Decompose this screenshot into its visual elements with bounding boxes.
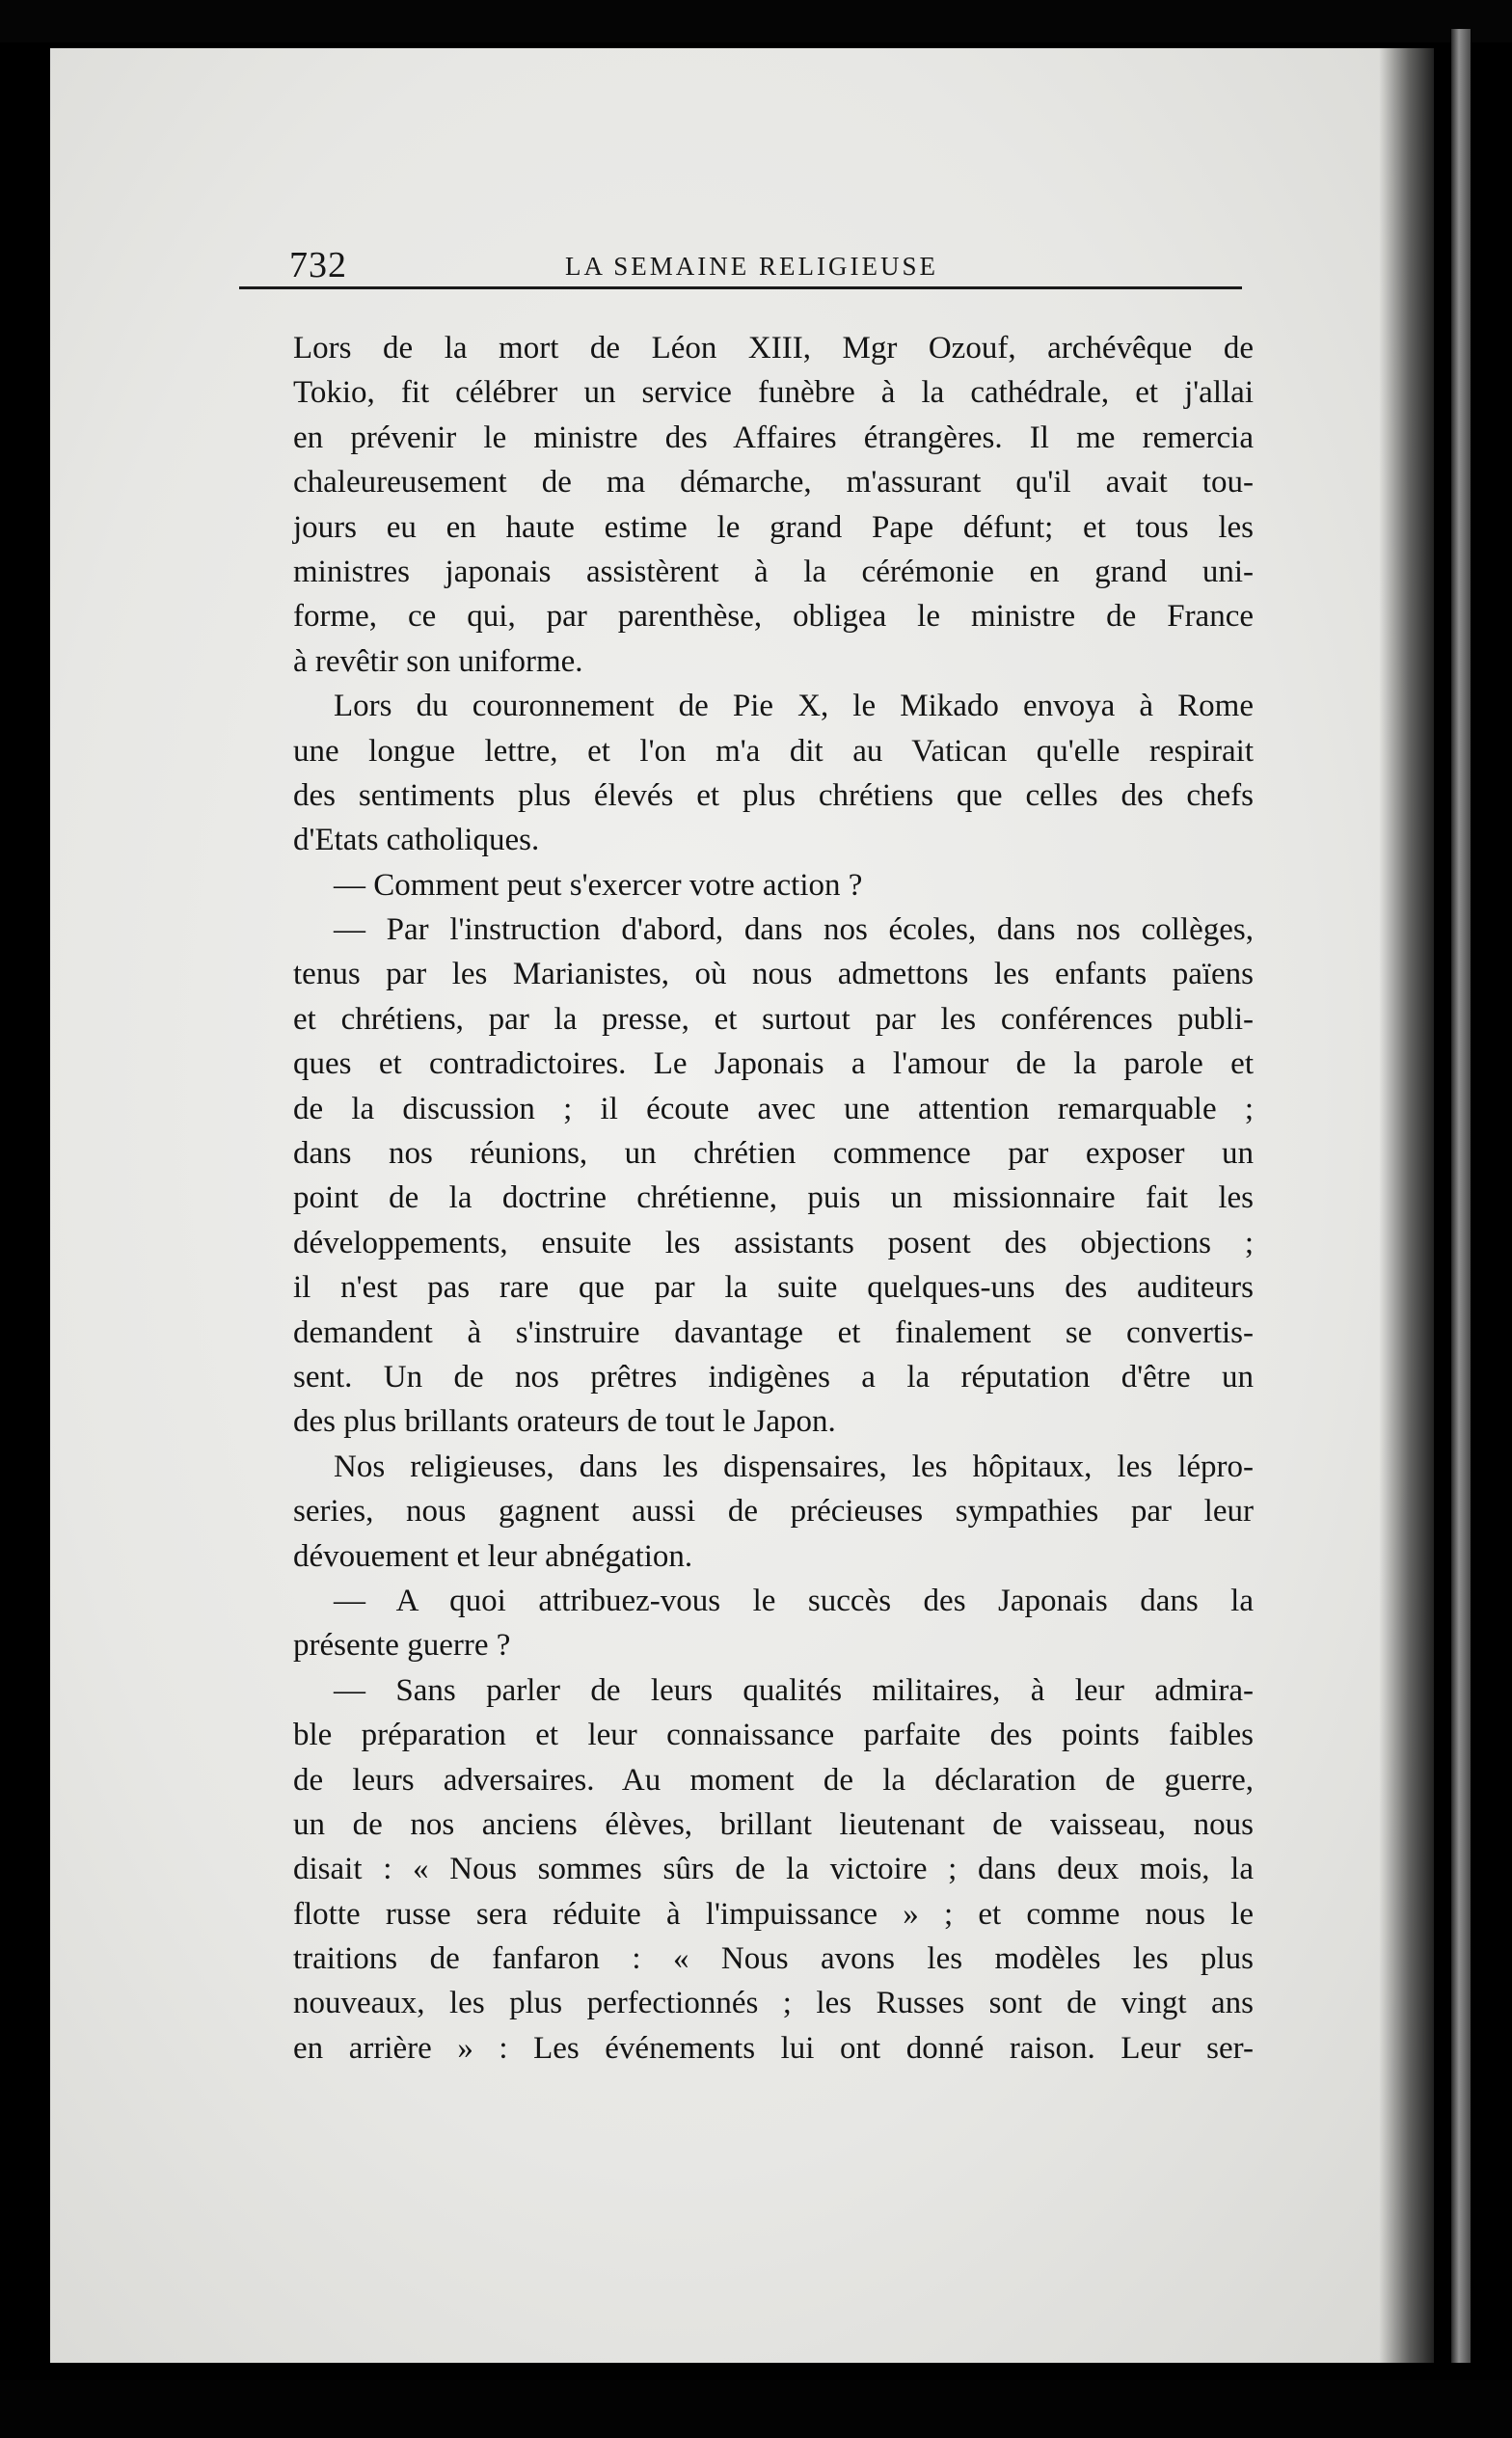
text-line: Nos religieuses, dans les dispensaires, les hôpitaux, les lépro- bbox=[334, 1449, 1254, 1484]
body-text bbox=[293, 326, 1254, 2071]
text-line: présente guerre ? bbox=[293, 1628, 511, 1664]
text-line: en arrière » : Les événements lui ont donné raison. Leur ser- bbox=[293, 2030, 1254, 2066]
text-line: ministres japonais assistèrent à la cérémonie en grand uni- bbox=[293, 554, 1254, 589]
page-header bbox=[239, 198, 1242, 289]
text-line: series, nous gagnent aussi de précieuses sympathies par leur bbox=[293, 1494, 1254, 1530]
text-line: ques et contradictoires. Le Japonais a l'amour de la parole et bbox=[293, 1046, 1254, 1082]
text-line: — A quoi attribuez-vous le succès des Japonais dans la bbox=[334, 1583, 1254, 1618]
text-line: dévouement et leur abnégation. bbox=[293, 1538, 693, 1574]
text-line: nouveaux, les plus perfectionnés ; les Russes sont de vingt ans bbox=[293, 1986, 1254, 2021]
text-line: flotte russe sera réduite à l'impuissance » ; et comme nous le bbox=[293, 1896, 1254, 1932]
text-line: à revêtir son uniforme. bbox=[293, 643, 583, 679]
running-title: LA SEMAINE RELIGIEUSE bbox=[565, 252, 938, 281]
text-line: chaleureusement de ma démarche, m'assurant qu'il avait tou- bbox=[293, 465, 1254, 501]
page-gutter-shadow bbox=[1379, 48, 1434, 2363]
text-line: traitions de fanfaron : « Nous avons les modèles les plus bbox=[293, 1941, 1254, 1977]
text-line: il n'est pas rare que par la suite quelques-uns des auditeurs bbox=[293, 1270, 1254, 1306]
text-line: sent. Un de nos prêtres indigènes a la réputation d'être un bbox=[293, 1359, 1254, 1395]
text-line: de la discussion ; il écoute avec une attention remarquable ; bbox=[293, 1091, 1254, 1126]
text-line: des sentiments plus élevés et plus chrétiens que celles des chefs bbox=[293, 777, 1254, 813]
text-line: ble préparation et leur connaissance parfaite des points faibles bbox=[293, 1718, 1254, 1753]
text-line: d'Etats catholiques. bbox=[293, 823, 540, 858]
text-line: dans nos réunions, un chrétien commence par exposer un bbox=[293, 1136, 1254, 1172]
text-line: une longue lettre, et l'on m'a dit au Vatican qu'elle respirait bbox=[293, 733, 1254, 769]
text-line: un de nos anciens élèves, brillant lieutenant de vaisseau, nous bbox=[293, 1806, 1254, 1842]
text-line: Tokio, fit célébrer un service funèbre à la cathédrale, et j'allai bbox=[293, 375, 1254, 411]
text-line: demandent à s'instruire davantage et finalement se convertis- bbox=[293, 1314, 1254, 1350]
text-line: tenus par les Marianistes, où nous admettons les enfants païens bbox=[293, 957, 1254, 992]
scan-border-top bbox=[0, 0, 1512, 42]
text-line: développements, ensuite les assistants posent des objections ; bbox=[293, 1225, 1254, 1260]
text-line: des plus brillants orateurs de tout le Japon. bbox=[293, 1404, 836, 1440]
text-line: — Sans parler de leurs qualités militaires, à leur admira- bbox=[334, 1672, 1254, 1708]
text-line: forme, ce qui, par parenthèse, obligea le ministre de France bbox=[293, 599, 1254, 635]
text-line: en prévenir le ministre des Affaires étrangères. Il me remercia bbox=[293, 420, 1254, 455]
page-number: 732 bbox=[289, 245, 347, 285]
text-line: Lors du couronnement de Pie X, le Mikado envoya à Rome bbox=[334, 689, 1254, 724]
adjacent-page-edge bbox=[1451, 29, 1471, 2363]
text-line: jours eu en haute estime le grand Pape défunt; et tous les bbox=[293, 509, 1254, 545]
text-line: Lors de la mort de Léon XIII, Mgr Ozouf, archévêque de bbox=[293, 331, 1254, 366]
text-line: — Comment peut s'exercer votre action ? bbox=[334, 867, 863, 903]
text-line: point de la doctrine chrétienne, puis un missionnaire fait les bbox=[293, 1180, 1254, 1216]
text-line: et chrétiens, par la presse, et surtout par les conférences publi- bbox=[293, 1001, 1254, 1037]
text-line: — Par l'instruction d'abord, dans nos écoles, dans nos collèges, bbox=[334, 912, 1254, 948]
text-line: disait : « Nous sommes sûrs de la victoire ; dans deux mois, la bbox=[293, 1852, 1254, 1887]
scan-border-bottom bbox=[0, 2380, 1512, 2438]
text-line: de leurs adversaires. Au moment de la déclaration de guerre, bbox=[293, 1762, 1254, 1798]
